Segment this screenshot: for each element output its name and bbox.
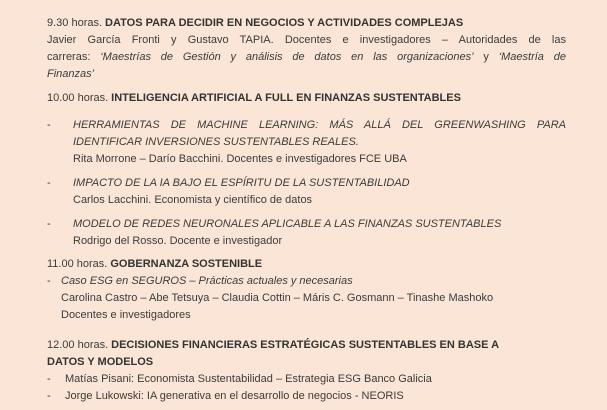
talk-item: [47, 273, 566, 324]
bullet-dash: -: [47, 373, 51, 385]
session-time: 12.00 horas.: [47, 339, 109, 351]
talk-item: [47, 371, 566, 388]
bullet-dash: -: [47, 177, 51, 189]
session-heading: [47, 256, 566, 273]
talk-item: [47, 175, 566, 209]
description-line: Javier García Fronti y Gustavo TAPIA. Docentes e investigadores – Autoridades de las: [47, 34, 566, 46]
talk-speakers: Docentes e investigadores: [61, 309, 191, 321]
talk-speakers: Matías Pisani: Economista Sustentabilidad – Estrategia ESG Banco Galicia: [65, 373, 432, 385]
talk-title: IMPACTO DE LA IA BAJO EL ESPÍRITU DE LA SUSTENTABILIDAD: [73, 177, 410, 189]
talk-item: [47, 388, 566, 405]
session-heading: [47, 90, 566, 107]
session-title: DATOS Y MODELOS: [47, 356, 154, 368]
talk-title: MODELO DE REDES NEURONALES APLICABLE A LAS FINANZAS SUSTENTABLES: [73, 218, 502, 230]
description-line: [47, 49, 566, 66]
session-1000: [47, 90, 566, 250]
talk-title: HERRAMIENTAS DE MACHINE LEARNING: MÁS ALLÁ DEL GREENWASHING PARA: [73, 119, 566, 131]
description-line: Finanzas’: [47, 68, 95, 80]
talk-title: IDENTIFICAR INVERSIONES SUSTENTABLES REALES.: [73, 136, 359, 148]
degree-name: ‘Maestrías de Gestión y análisis de datos en las organizaciones’: [100, 51, 474, 63]
bullet-dash: -: [47, 218, 51, 230]
talk-speakers: Rodrigo del Rosso. Docente e investigador: [73, 235, 283, 247]
talk-title: Caso ESG en SEGUROS – Prácticas actuales y necesarias: [61, 275, 353, 287]
talk-speakers: Rita Morrone – Darío Bacchini. Docentes e investigadores FCE UBA: [73, 153, 407, 165]
bullet-dash: -: [47, 275, 51, 287]
talk-item: [47, 216, 566, 250]
session-time: 9.30 horas.: [47, 17, 103, 29]
session-time: 11.00 horas.: [47, 258, 108, 270]
session-930: [47, 15, 566, 83]
talk-item: [47, 117, 566, 168]
session-title: DATOS PARA DECIDIR EN NEGOCIOS Y ACTIVIDADES COMPLEJAS: [105, 17, 464, 29]
description-text: y: [473, 51, 499, 63]
session-1200: [47, 337, 566, 405]
talk-speakers: Carolina Castro – Abe Tetsuya – Claudia Cottin – Máris C. Gosmann – Tinashe Mashoko: [61, 292, 494, 304]
session-time: 10.00 horas.: [47, 92, 109, 104]
talk-speakers: Carlos Lacchini. Economista y científico de datos: [73, 194, 313, 206]
bullet-dash: -: [47, 119, 51, 131]
session-title: GOBERNANZA SOSTENIBLE: [110, 258, 263, 270]
degree-name: ‘Maestría de: [498, 51, 566, 63]
description-text: carreras:: [47, 51, 101, 63]
session-title: DECISIONES FINANCIERAS ESTRATÉGICAS SUSTENTABLES EN BASE A: [111, 339, 500, 351]
session-heading: [47, 337, 566, 371]
bullet-dash: -: [47, 390, 51, 402]
document-page: [47, 15, 566, 405]
session-title: INTELIGENCIA ARTIFICIAL A FULL EN FINANZAS SUSTENTABLES: [111, 92, 461, 104]
session-description: [47, 32, 566, 83]
session-heading: [47, 15, 566, 32]
session-1100: [47, 256, 566, 324]
talk-speakers: Jorge Lukowski: IA generativa en el desarrollo de negocios - NEORIS: [65, 390, 404, 402]
